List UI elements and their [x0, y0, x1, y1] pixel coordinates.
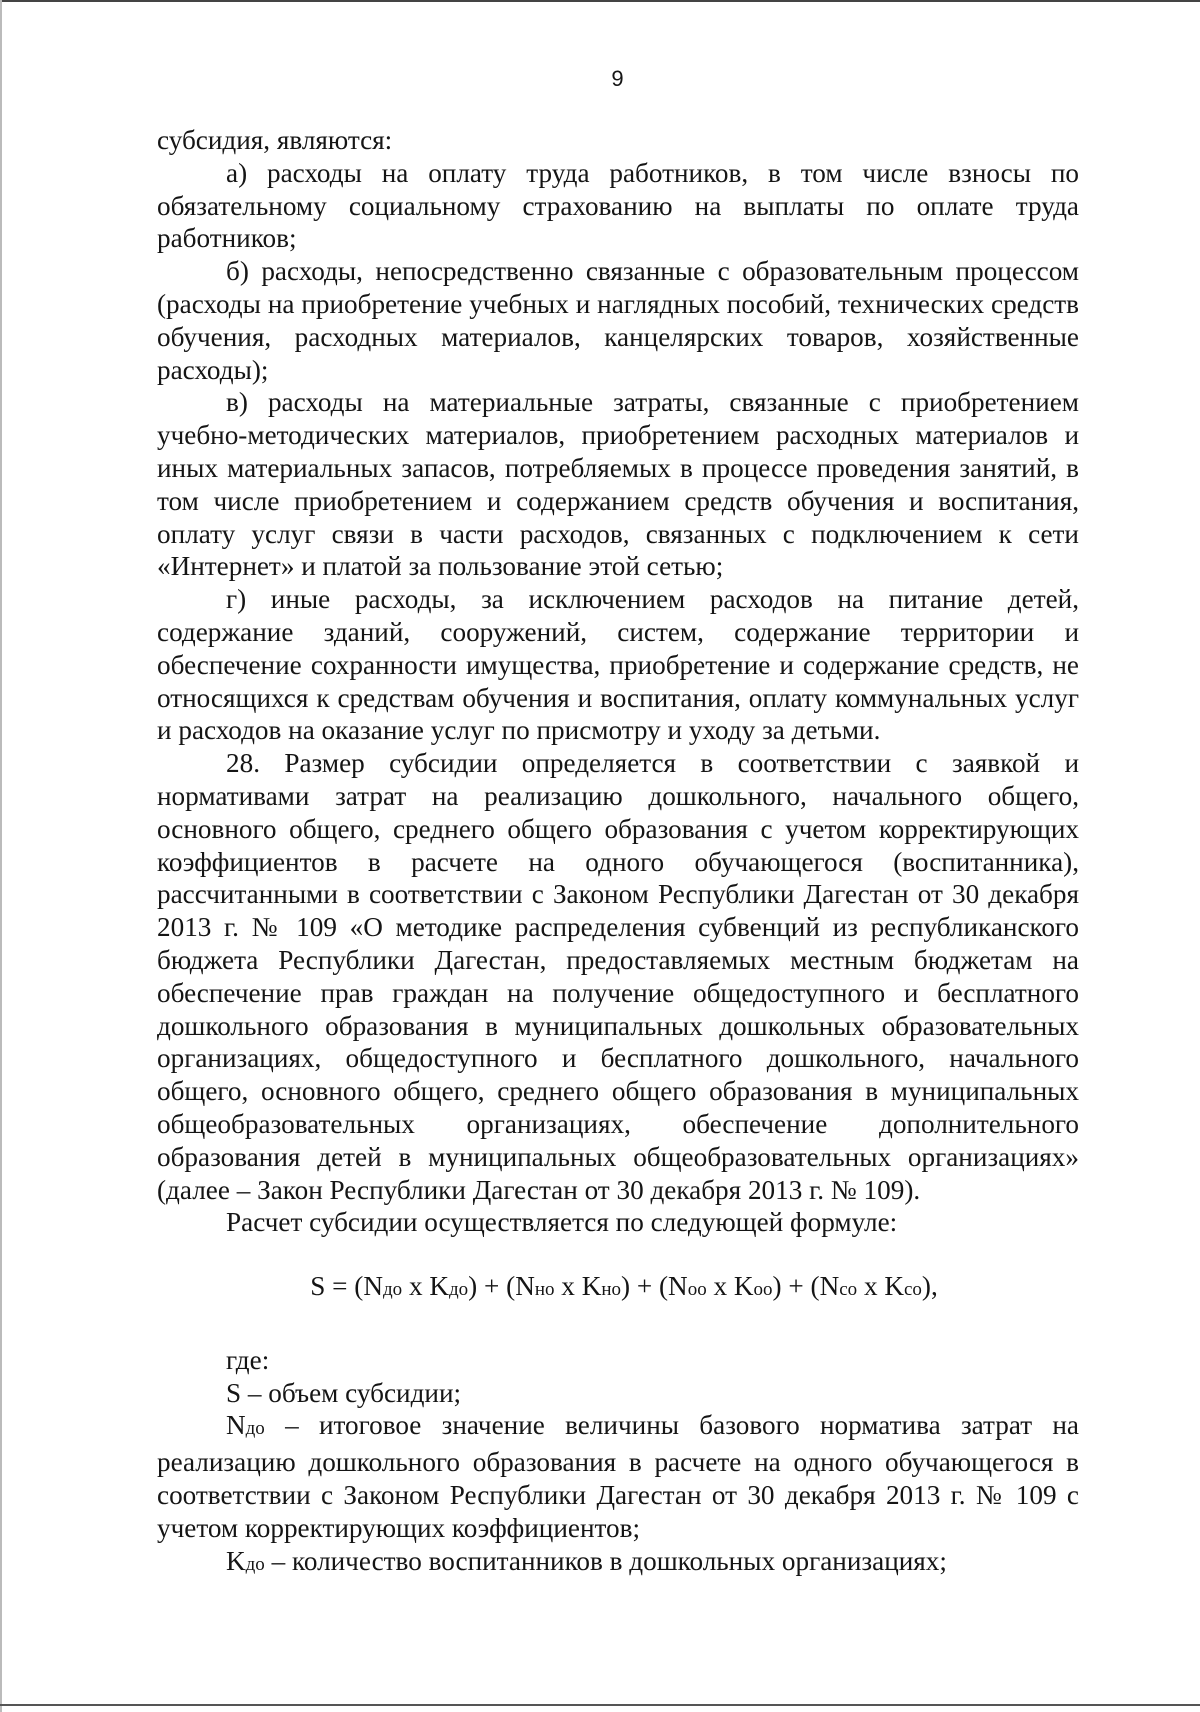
definition-k-do: Kдо – количество воспитанников в дошкольных организациях; [226, 1545, 947, 1576]
where-label: где: [226, 1344, 270, 1375]
formula-intro: Расчет субсидии осуществляется по следующей формуле: [226, 1207, 898, 1238]
paragraph-item-g: г) иные расходы, за исключением расходов на питание детей, содержание зданий, сооружений, систем, содержание территории и обеспечение сохранности имущества, приобретение и содержание средств, не относящихся к средствам обучения и воспитания, оплату коммунальных услуг и расходов на оказание услуг по присмотру и уходу за детьми. [157, 584, 1079, 746]
paragraph-item-b: б) расходы, непосредственно связанные с образовательным процессом (расходы на приобретение учебных и наглядных пособий, технических средств обучения, расходных материалов, канцелярских товаров, хозяйственные расходы); [157, 256, 1079, 385]
page-top-edge [0, 0, 1200, 2]
page-number: 9 [611, 66, 624, 91]
definition-s: S – объем субсидии; [226, 1377, 462, 1408]
subsidy-formula: S = (Nдо x Kдо) + (Nно x Kно) + (Nоо x Kоо) + (Nсо x Kсо), [310, 1271, 938, 1302]
page-left-edge [0, 0, 2, 1712]
paragraph-intro: субсидия, являются: [157, 125, 393, 155]
paragraph-item-a: а) расходы на оплату труда работников, в том числе взносы по обязательному социальному страхованию на выплаты по оплате труда работников; [157, 157, 1079, 254]
page-bottom-edge [0, 1704, 1200, 1706]
definition-n-do: Nдо – итоговое значение величины базового норматива затрат на реализацию дошкольного образования в расчете на одного обучающегося в соответствии с Законом Республики Дагестан от 30 декабря 2013 г. № 109 с учетом корректирующих коэффициентов; [157, 1410, 1079, 1543]
paragraph-28: 28. Размер субсидии определяется в соответствии с заявкой и нормативами затрат на реализацию дошкольного, начального общего, основного общего, среднего общего образования с учетом корректирующих коэффициентов в расчете на одного обучающегося (воспитанника), рассчитанными в соответствии с Законом Республики Дагестан от 30 декабря 2013 г. № 109 «О методике распределения субвенций из республиканского бюджета Республики Дагестан, предоставляемых местным бюджетам на обеспечение прав граждан на получение общедоступного и бесплатного дошкольного образования в муниципальных дошкольных образовательных организациях, общедоступного и бесплатного дошкольного, начального общего, основного общего, среднего общего образования в муниципальных общеобразовательных организациях, обеспечение дополнительного образования детей в муниципальных общеобразовательных организациях» (далее – Закон Республики Дагестан от 30 декабря 2013 г. № 109). [157, 748, 1079, 1205]
paragraph-item-v: в) расходы на материальные затраты, связанные с приобретением учебно-методических материалов, приобретением расходных материалов и иных материальных запасов, потребляемых в процессе проведения занятий, в том числе приобретением и содержанием средств обучения и воспитания, оплату услуг связи в части расходов, связанных с подключением к сети «Интернет» и платой за пользование этой сетью; [157, 387, 1079, 582]
document-body [157, 124, 1079, 1581]
